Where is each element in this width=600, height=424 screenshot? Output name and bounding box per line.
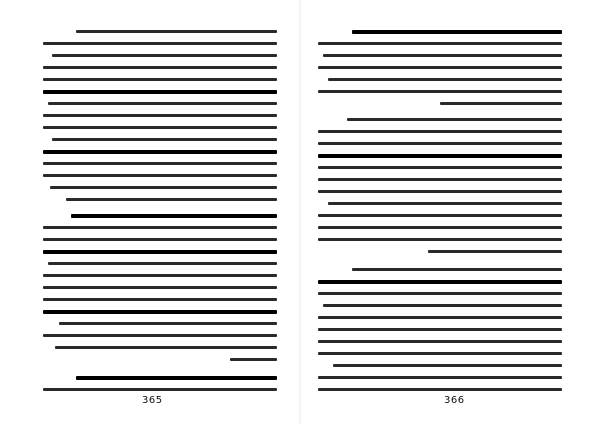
text-line bbox=[43, 90, 277, 94]
text-line bbox=[43, 388, 277, 391]
text-line bbox=[318, 316, 562, 319]
text-line bbox=[48, 262, 277, 265]
text-line bbox=[43, 66, 277, 69]
text-line bbox=[428, 250, 562, 253]
left-page-number: 365 bbox=[142, 395, 163, 406]
text-line bbox=[318, 142, 562, 145]
text-line bbox=[43, 150, 277, 154]
text-line bbox=[43, 310, 277, 314]
text-line bbox=[323, 54, 562, 57]
text-line bbox=[59, 322, 277, 325]
text-line bbox=[328, 78, 562, 81]
text-line bbox=[48, 102, 277, 105]
text-line bbox=[318, 130, 562, 133]
text-line bbox=[43, 286, 277, 289]
text-line bbox=[318, 90, 562, 93]
text-line bbox=[318, 214, 562, 217]
text-line bbox=[43, 274, 277, 277]
text-line bbox=[440, 102, 562, 105]
text-line bbox=[318, 154, 562, 158]
text-line bbox=[318, 340, 562, 343]
text-line bbox=[318, 178, 562, 181]
right-page bbox=[300, 0, 600, 424]
text-line bbox=[43, 78, 277, 81]
text-line bbox=[43, 226, 277, 229]
text-line bbox=[55, 346, 277, 349]
text-line bbox=[333, 364, 562, 367]
text-line bbox=[352, 268, 562, 271]
text-line bbox=[66, 198, 277, 201]
text-line bbox=[328, 202, 562, 205]
text-line bbox=[43, 162, 277, 165]
text-line bbox=[318, 190, 562, 193]
text-line bbox=[71, 214, 277, 218]
text-line bbox=[318, 280, 562, 284]
text-line bbox=[347, 118, 562, 121]
text-line bbox=[318, 352, 562, 355]
text-line bbox=[52, 54, 277, 57]
text-line bbox=[323, 304, 562, 307]
text-line bbox=[50, 186, 277, 189]
right-page-number: 366 bbox=[444, 395, 465, 406]
text-line bbox=[43, 334, 277, 337]
text-line bbox=[318, 292, 562, 295]
text-line bbox=[318, 328, 562, 331]
text-line bbox=[43, 238, 277, 241]
text-line bbox=[76, 30, 277, 33]
text-line bbox=[43, 174, 277, 177]
text-line bbox=[318, 42, 562, 45]
text-line bbox=[318, 66, 562, 69]
text-line bbox=[318, 226, 562, 229]
text-line bbox=[76, 376, 277, 380]
text-line bbox=[52, 138, 277, 141]
text-line bbox=[352, 30, 562, 34]
text-line bbox=[318, 376, 562, 379]
text-line bbox=[230, 358, 277, 361]
text-line bbox=[318, 388, 562, 391]
text-line bbox=[318, 238, 562, 241]
text-line bbox=[43, 42, 277, 45]
text-line bbox=[43, 114, 277, 117]
text-line bbox=[318, 166, 562, 169]
text-line bbox=[43, 126, 277, 129]
text-line bbox=[43, 250, 277, 254]
text-line bbox=[43, 298, 277, 301]
